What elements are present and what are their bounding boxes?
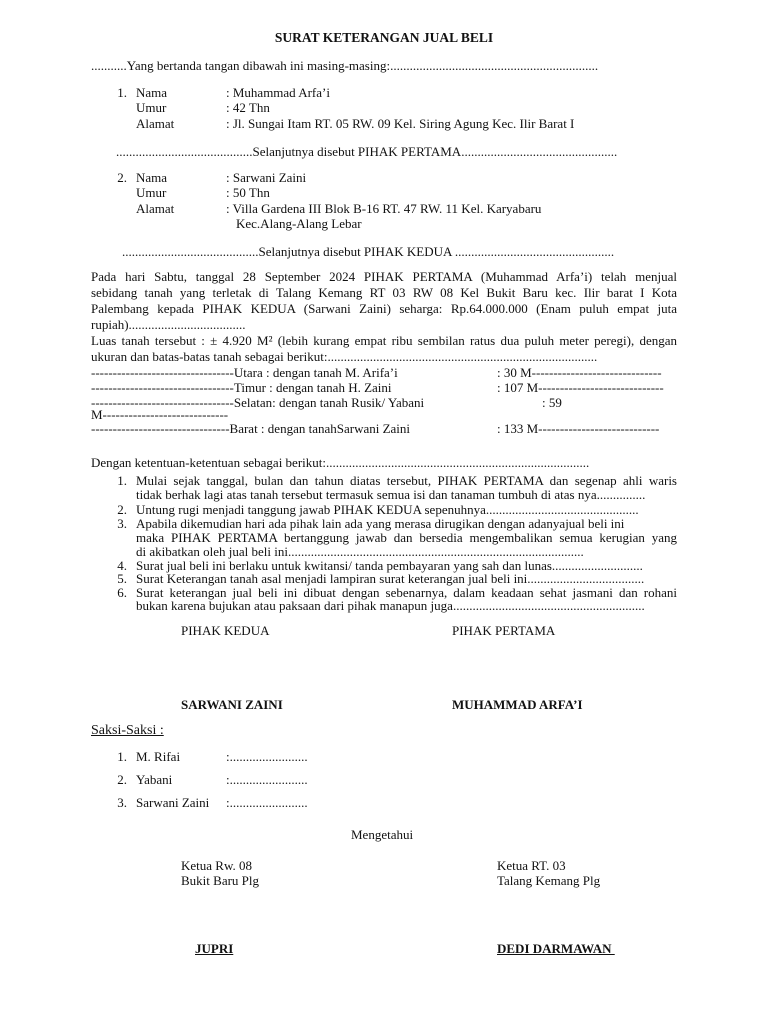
signer-name-second-party: SARWANI ZAINI — [181, 697, 283, 712]
condition-line: maka PIHAK PERTAMA bertanggung jawab dan bersedia mengembalikan semua kerugian yang — [136, 530, 677, 545]
rw-head-place: Bukit Baru Plg — [181, 873, 260, 888]
signer-role-second-party: PIHAK KEDUA — [181, 623, 270, 638]
party-one-number: 1. — [117, 85, 127, 100]
witnesses-heading: Saksi-Saksi : — [91, 723, 164, 738]
witness-name: Sarwani Zaini — [136, 795, 210, 810]
condition-line: Mulai sejak tanggal, bulan dan tahun diatas tersebut, PIHAK PERTAMA dan segenap ahli waris — [136, 473, 677, 488]
party-two-address-continued: Kec.Alang-Alang Lebar — [236, 216, 362, 231]
land-size-line: Luas tanah tersebut : ± 4.920 M² (lebih kurang empat ribu sembilan ratus dua puluh meter peregi), dengan — [91, 333, 677, 348]
party-two-number: 2. — [117, 170, 127, 185]
rt-head-name: DEDI DARMAWAN — [497, 941, 615, 956]
sale-paragraph-line: Palembang kepada PIHAK KEDUA (Sarwani Zaini) seharga: Rp.64.000.000 (Enam puluh empat juta — [91, 301, 677, 316]
rw-head-title: Ketua Rw. 08 — [181, 858, 253, 873]
witness-signature-line: :........................ — [226, 749, 308, 764]
condition-last-line: di akibatkan oleh jual beli ini........................................................................................... — [136, 544, 584, 559]
sale-paragraph-line: sebidang tanah yang terletak di Talang Kemang RT 03 RW 08 Kel Bukit Baru kec. Ilir barat I Kota — [91, 285, 677, 300]
party-one-designation: ..........................................Selanjutnya disebut PIHAK PERTAMA................................................ — [116, 144, 618, 159]
rw-head-name: JUPRI — [195, 941, 234, 956]
boundary-north-size: : 30 M------------------------------ — [497, 365, 662, 380]
document-title: SURAT KETERANGAN JUAL BELI — [274, 30, 494, 45]
boundary-south-size-continued: M----------------------------- — [91, 407, 229, 422]
condition-last-line: Untung rugi menjadi tanggung jawab PIHAK KEDUA sepenuhnya............................................... — [136, 502, 639, 517]
boundary-south: ---------------------------------Selatan: dengan tanah Rusik/ Yabani — [91, 395, 425, 410]
witness-number: 1. — [117, 749, 127, 764]
witness-name: M. Rifai — [136, 749, 181, 764]
boundary-west: --------------------------------Barat : dengan tanahSarwani Zaini — [91, 421, 411, 436]
party-two-address-label: Alamat — [136, 201, 175, 216]
signer-name-first-party: MUHAMMAD ARFA’I — [452, 697, 583, 712]
conditions-intro: Dengan ketentuan-ketentuan sebagai berikut:................................................................................. — [91, 455, 590, 470]
party-two-designation: ..........................................Selanjutnya disebut PIHAK KEDUA ................................................. — [122, 244, 615, 259]
party-one-address-label: Alamat — [136, 116, 175, 131]
party-two-address-value: : Villa Gardena III Blok B-16 RT. 47 RW. 11 Kel. Karyabaru — [226, 201, 542, 216]
party-two-age-label: Umur — [136, 185, 167, 200]
party-one-name-value: : Muhammad Arfa’i — [226, 85, 330, 100]
condition-line: Surat keterangan jual beli ini dibuat dengan sebenarnya, dalam keadaan sehat jasmani dan rohani — [136, 585, 677, 600]
sale-paragraph-last-line: rupiah).................................... — [91, 317, 246, 332]
witness-name: Yabani — [136, 772, 173, 787]
signer-role-first-party: PIHAK PERTAMA — [452, 623, 556, 638]
boundary-north: ---------------------------------Utara : dengan tanah M. Arifa’i — [91, 365, 398, 380]
party-one-address-value: : Jl. Sungai Itam RT. 05 RW. 09 Kel. Siring Agung Kec. Ilir Barat I — [226, 116, 575, 131]
boundary-west-size: : 133 M---------------------------- — [497, 421, 660, 436]
party-one-name-label: Nama — [136, 85, 168, 100]
witness-signature-line: :........................ — [226, 772, 308, 787]
boundary-south-size: : 59 — [542, 395, 562, 410]
witness-number: 2. — [117, 772, 127, 787]
condition-last-line: tidak berhak lagi atas tanah tersebut termasuk semua isi dan tanaman tumbuh di atas nya............... — [136, 487, 646, 502]
rt-head-title: Ketua RT. 03 — [497, 858, 566, 873]
condition-number: 1. — [117, 473, 127, 488]
party-one-age-value: : 42 Thn — [226, 100, 270, 115]
witness-number: 3. — [117, 795, 127, 810]
condition-line: Apabila dikemudian hari ada pihak lain ada yang merasa dirugikan dengan adanyajual beli ini — [136, 516, 625, 531]
acknowledgement-heading: Mengetahui — [351, 827, 414, 842]
intro-line: ...........Yang bertanda tangan dibawah ini masing-masing:................................................................ — [91, 58, 599, 73]
condition-number: 2. — [117, 502, 127, 517]
party-two-age-value: : 50 Thn — [226, 185, 270, 200]
condition-number: 6. — [117, 585, 127, 600]
condition-number: 5. — [117, 571, 127, 586]
boundary-east-size: : 107 M----------------------------- — [497, 380, 664, 395]
rt-head-place: Talang Kemang Plg — [497, 873, 601, 888]
condition-number: 4. — [117, 558, 127, 573]
witness-signature-line: :........................ — [226, 795, 308, 810]
party-two-name-label: Nama — [136, 170, 168, 185]
sale-paragraph-line: Pada hari Sabtu, tanggal 28 September 2024 PIHAK PERTAMA (Muhammad Arfa’i) telah menjual — [91, 269, 677, 284]
condition-last-line: bukan karena bujukan atau paksaan dari pihak manapun juga........................................................... — [136, 598, 645, 613]
party-two-name-value: : Sarwani Zaini — [226, 170, 307, 185]
condition-last-line: Surat jual beli ini berlaku untuk kwitansi/ tanda pembayaran yang sah dan lunas............................ — [136, 558, 643, 573]
party-one-age-label: Umur — [136, 100, 167, 115]
boundary-east: ---------------------------------Timur : dengan tanah H. Zaini — [91, 380, 392, 395]
condition-last-line: Surat Keterangan tanah asal menjadi lampiran surat keterangan jual beli ini.................................... — [136, 571, 645, 586]
condition-number: 3. — [117, 516, 127, 531]
land-size-last-line: ukuran dan batas-batas tanah sebagai berikut:................................................................................... — [91, 349, 598, 364]
